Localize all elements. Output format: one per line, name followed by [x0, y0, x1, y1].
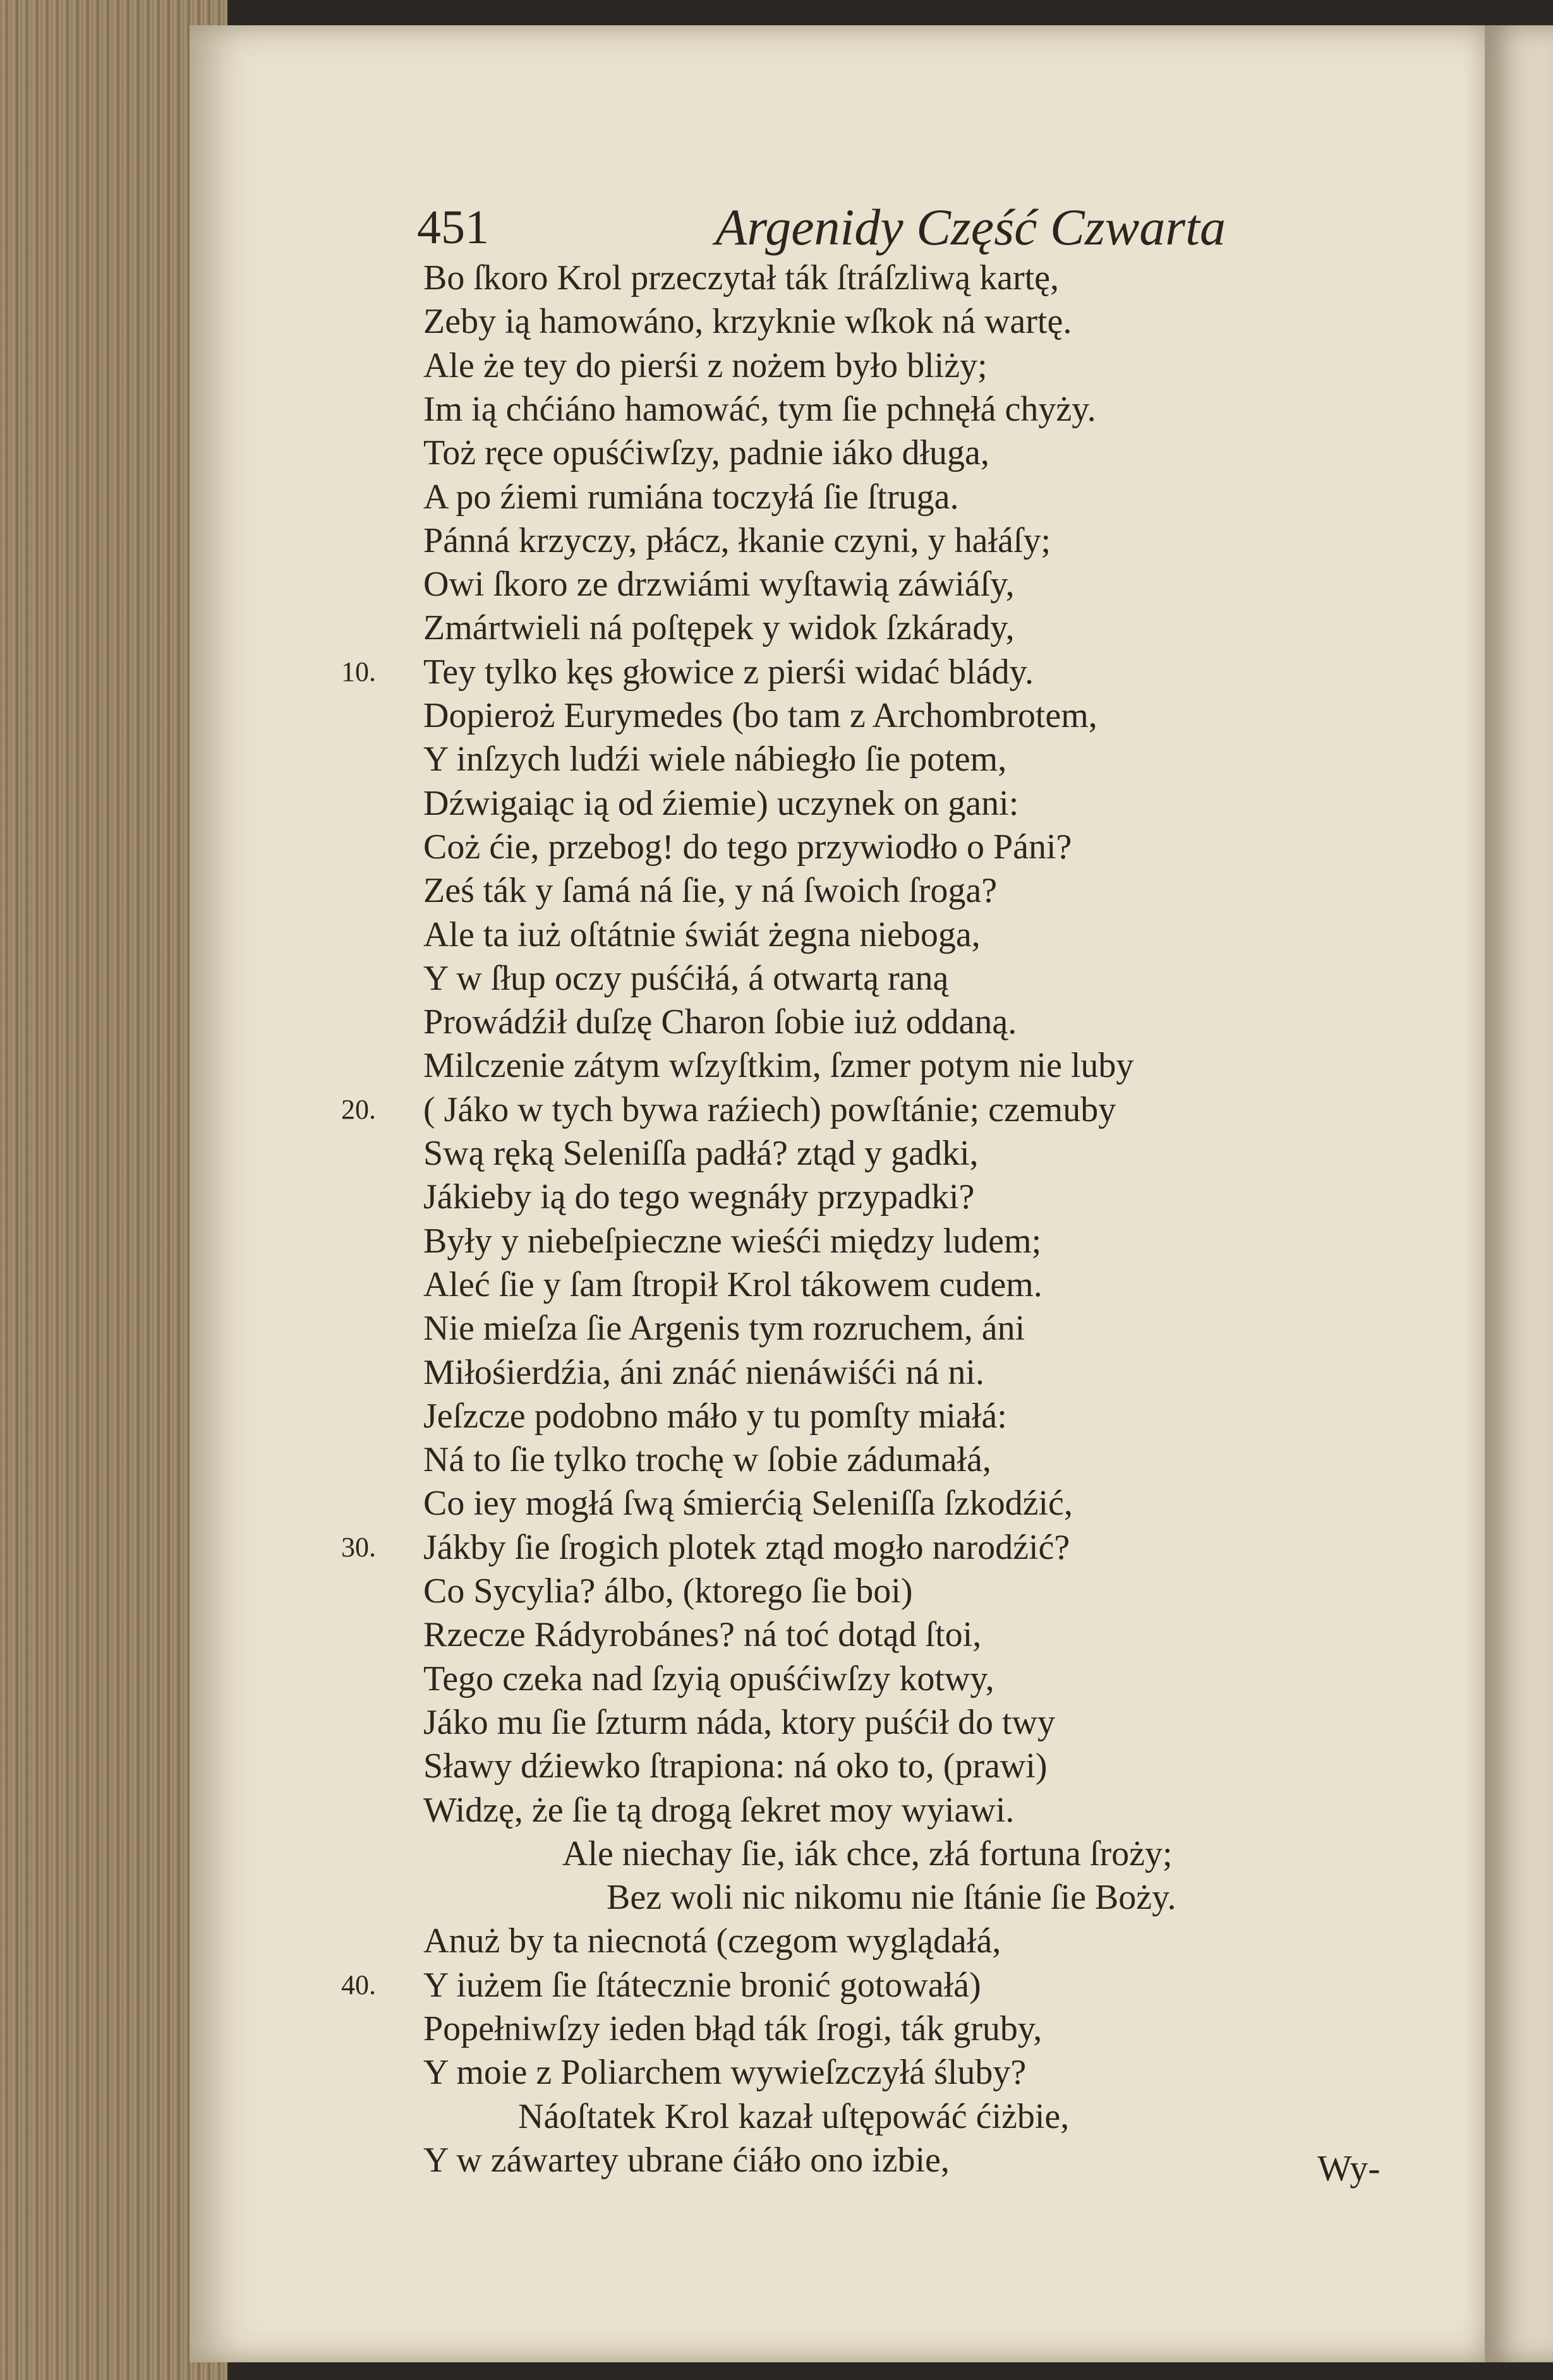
line-text: Zeby ią hamowáno, krzyknie wſkok ná wartę. — [423, 302, 1072, 342]
poem-line — [0, 694, 1553, 738]
poem-line — [0, 1131, 1553, 1175]
line-text: Widzę, że ſie tą drogą ſekret moy wyiawi. — [423, 1790, 1015, 1830]
line-text: Náoſtatek Krol kazał uſtępowáć ćiżbie, — [518, 2096, 1070, 2136]
line-text: Ześ ták y ſamá ná ſie, y ná ſwoich ſroga? — [423, 871, 998, 911]
poem-line — [0, 387, 1553, 431]
poem-line — [0, 2007, 1553, 2051]
line-text: Owi ſkoro ze drzwiámi wyſtawią záwiáſy, — [423, 565, 1015, 604]
poem-line — [0, 825, 1553, 869]
line-text: Y moie z Poliarchem wywieſzczyłá śluby? — [423, 2053, 1027, 2093]
line-text: Miłośierdźia, áni znáć nienáwiśći ná ni. — [423, 1352, 984, 1392]
line-number: 20. — [341, 1093, 376, 1125]
line-text: Jáko mu ſie ſzturm náda, ktory puśćił do twy — [423, 1702, 1056, 1742]
line-text: Co Sycylia? álbo, (ktorego ſie boi) — [423, 1572, 913, 1611]
poem-line — [0, 562, 1553, 606]
line-text: Swą ręką Seleniſſa padłá? ztąd y gadki, — [423, 1134, 979, 1173]
line-text: Sławy dźiewko ſtrapiona: ná oko to, (prawi) — [423, 1746, 1048, 1786]
poem-line — [0, 2050, 1553, 2095]
poem-line — [0, 1000, 1553, 1044]
poem-line — [0, 1350, 1553, 1395]
poem-line — [0, 737, 1553, 781]
poem-line — [0, 913, 1553, 957]
line-text: Były y niebeſpieczne wieśći między ludem; — [423, 1221, 1042, 1261]
page-number: 451 — [417, 201, 489, 254]
line-text: A po źiemi rumiána toczyłá ſie ſtruga. — [423, 477, 959, 517]
poem-line — [0, 1088, 1553, 1132]
line-text: Ale niechay ſie, iák chce, złá fortuna ſroży; — [562, 1834, 1173, 1873]
line-text: Ale ta iuż oſtátnie świát żegna nieboga, — [423, 915, 981, 954]
poem-line — [0, 1043, 1553, 1088]
line-text: Ná to ſie tylko trochę w ſobie zádumałá, — [423, 1440, 991, 1480]
page-header — [417, 196, 1251, 265]
poem-line — [0, 2095, 1553, 2139]
poem-line — [0, 256, 1553, 300]
line-text: Y w záwartey ubrane ćiáło ono izbie, — [423, 2140, 950, 2180]
poem-line — [0, 1700, 1553, 1745]
poem-line — [0, 519, 1553, 563]
line-number: 30. — [341, 1531, 376, 1563]
poem-line — [0, 781, 1553, 826]
poem-line — [0, 1263, 1553, 1307]
poem-line — [0, 1919, 1553, 1963]
poem-line — [0, 1875, 1553, 1920]
poem-line — [0, 1657, 1553, 1701]
poem-line — [0, 344, 1553, 388]
line-number: 10. — [341, 656, 376, 687]
line-text: Dźwigaiąc ią od źiemie) uczynek on gani: — [423, 783, 1019, 823]
line-text: Milczenie zátym wſzyſtkim, ſzmer potym nie luby — [423, 1046, 1134, 1086]
poem-line — [0, 1832, 1553, 1876]
line-text: Tego czeka nad ſzyią opuśćiwſzy kotwy, — [423, 1659, 994, 1698]
line-text: Anuż by ta niecnotá (czegom wyglądałá, — [423, 1921, 1001, 1961]
line-text: Coż ćie, przebog! do tego przywiodło o Páni? — [423, 827, 1072, 867]
poem-line — [0, 475, 1553, 519]
line-text: Y inſzych ludźi wiele nábiegło ſie potem, — [423, 740, 1007, 779]
line-text: Nie mieſza ſie Argenis tym rozruchem, áni — [423, 1309, 1025, 1349]
line-text: Y iużem ſie ſtátecznie bronić gotowałá) — [423, 1965, 981, 2005]
line-text: Bo ſkoro Krol przeczytał ták ſtráſzliwą kartę, — [423, 258, 1060, 298]
poem-line — [0, 1744, 1553, 1788]
poem-line — [0, 650, 1553, 694]
poem-line — [0, 1569, 1553, 1613]
running-title: Argenidy Część Czwarta — [715, 198, 1226, 256]
line-text: ( Jáko w tych bywa raźiech) powſtánie; czemuby — [423, 1090, 1116, 1129]
line-text: Rzecze Rádyrobánes? ná toć dotąd ſtoi, — [423, 1615, 982, 1655]
line-text: Pánná krzyczy, płácz, łkanie czyni, y hałáſy; — [423, 520, 1051, 560]
poem-line — [0, 1219, 1553, 1263]
line-text: Prowádźił duſzę Charon ſobie iuż oddaną. — [423, 1002, 1017, 1042]
line-text: Dopieroż Eurymedes (bo tam z Archombrotem, — [423, 696, 1097, 735]
line-number: 40. — [341, 1969, 376, 2000]
poem-line — [0, 868, 1553, 913]
poem-line — [0, 1438, 1553, 1482]
poem-line — [0, 1394, 1553, 1438]
poem-line — [0, 606, 1553, 650]
poem-line — [0, 1481, 1553, 1525]
line-text: Y w ſłup oczy puśćiłá, á otwartą raną — [423, 958, 949, 998]
poem-line — [0, 1306, 1553, 1350]
line-text: Ale że tey do pierśi z nożem było bliży; — [423, 346, 988, 385]
line-text: Jákby ſie ſrogich plotek ztąd mogło narodźić? — [423, 1527, 1070, 1567]
line-text: Im ią chćiáno hamowáć, tym ſie pchnęłá chyży. — [423, 389, 1096, 429]
line-text: Jeſzcze podobno máło y tu pomſty miałá: — [423, 1396, 1007, 1436]
poem-line — [0, 1788, 1553, 1832]
line-text: Toż ręce opuśćiwſzy, padnie iáko długa, — [423, 433, 989, 473]
poem-line — [0, 1525, 1553, 1570]
poem-line — [0, 431, 1553, 475]
line-text: Tey tylko kęs głowice z pierśi widać blády. — [423, 652, 1034, 692]
poem-line — [0, 1175, 1553, 1219]
poem-line — [0, 956, 1553, 1001]
line-text: Popełniwſzy ieden błąd ták ſrogi, ták gruby, — [423, 2009, 1042, 2048]
line-text: Aleć ſie y ſam ſtropił Krol tákowem cudem. — [423, 1265, 1042, 1304]
line-text: Zmártwieli ná poſtępek y widok ſzkárady, — [423, 608, 1015, 648]
poem-line — [0, 299, 1553, 344]
poem-line — [0, 1963, 1553, 2007]
catchword: Wy- — [1317, 2148, 1381, 2189]
line-text: Bez woli nic nikomu nie ſtánie ſie Boży. — [607, 1878, 1176, 1918]
line-text: Co iey mogłá ſwą śmierćią Seleniſſa ſzkodźić, — [423, 1484, 1073, 1524]
line-text: Jákieby ią do tego wegnáły przypadki? — [423, 1177, 975, 1217]
poem-line — [0, 1613, 1553, 1657]
